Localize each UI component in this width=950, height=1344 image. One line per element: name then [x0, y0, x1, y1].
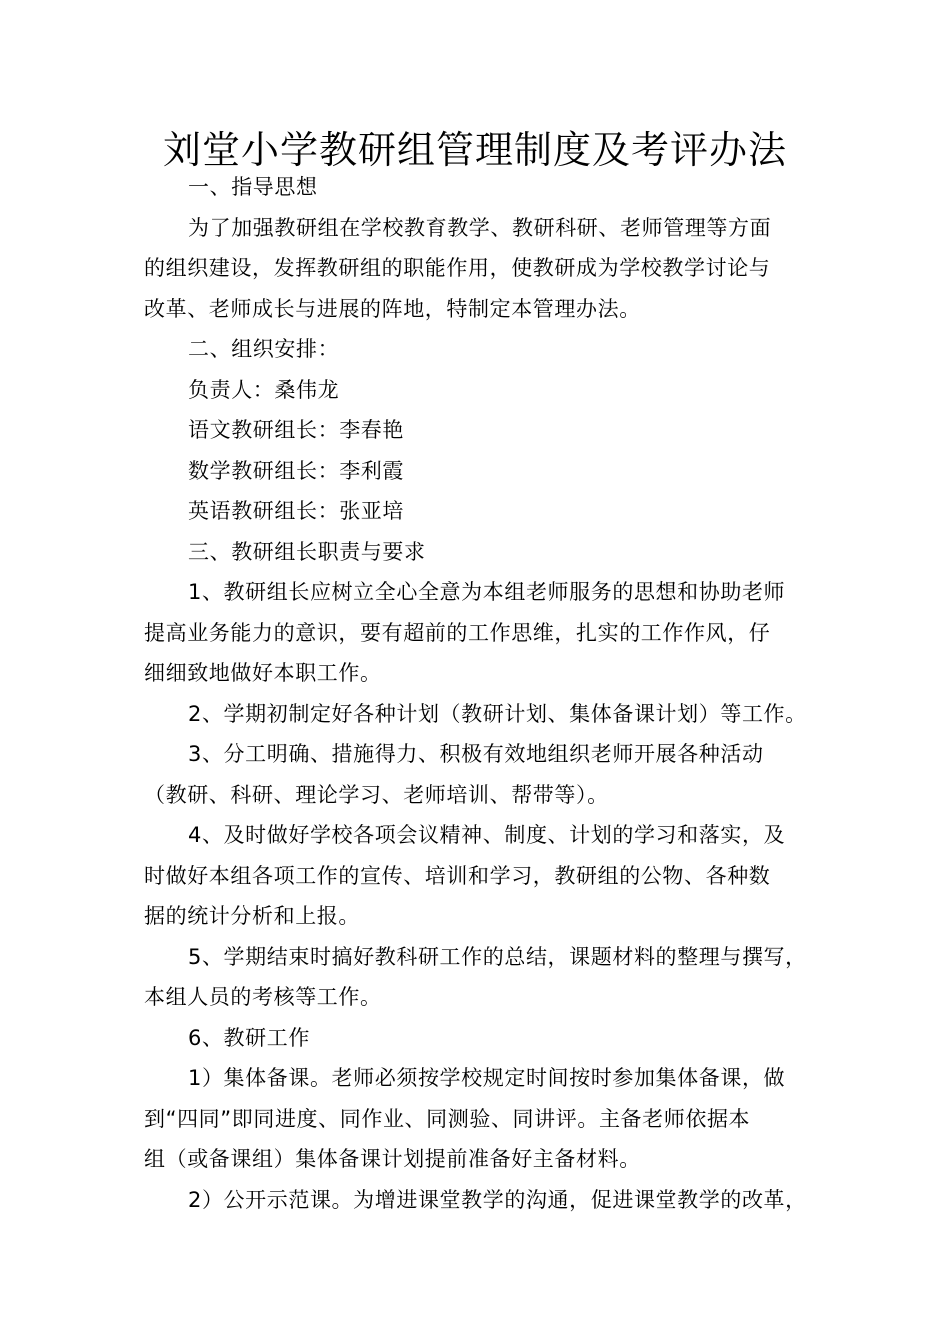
paragraph-line: 2）公开示范课。为增进课堂教学的沟通，促进课堂教学的改革，	[188, 1187, 807, 1212]
paragraph-line: 组（或备课组）集体备课计划提前准备好主备材料。	[144, 1147, 641, 1171]
staff-line-math-leader: 数学教研组长：李利霞	[188, 458, 404, 483]
paragraph-line: 的组织建设，发挥教研组的职能作用，使教研成为学校教学讨论与	[144, 256, 771, 280]
section-heading-duties: 三、教研组长职责与要求	[188, 539, 426, 564]
paragraph-line: （教研、科研、理论学习、老师培训、帮带等）。	[144, 782, 609, 807]
paragraph-line: 为了加强教研组在学校教育教学、教研科研、老师管理等方面	[188, 215, 772, 240]
paragraph-line: 2、学期初制定好各种计划（教研计划、集体备课计划）等工作。	[188, 701, 807, 726]
paragraph-line: 4、及时做好学校各项会议精神、制度、计划的学习和落实，及	[188, 823, 786, 847]
paragraph-line: 提高业务能力的意识，要有超前的工作思维，扎实的工作作风，仔	[144, 620, 771, 645]
paragraph-line: 时做好本组各项工作的宣传、培训和学习，教研组的公物、各种数	[144, 863, 771, 888]
paragraph-line: 到“四同”即同进度、同作业、同测验、同讲评。主备老师依据本	[144, 1106, 751, 1131]
paragraph-line: 改革、老师成长与进展的阵地，特制定本管理办法。	[144, 296, 641, 321]
document-title: 刘堂小学教研组管理制度及考评办法	[162, 128, 787, 172]
section-heading-organization: 二、组织安排：	[188, 337, 340, 361]
subsection-heading-teaching-research: 6、教研工作	[188, 1025, 310, 1050]
paragraph-line: 5、学期结束时搞好教科研工作的总结，课题材料的整理与撰写，	[188, 944, 807, 969]
section-heading-guiding-thought: 一、指导思想	[188, 175, 318, 199]
staff-line-english-leader: 英语教研组长：张亚培	[188, 499, 404, 523]
staff-line-chinese-leader: 语文教研组长：李春艳	[188, 418, 404, 442]
paragraph-line: 1）集体备课。老师必须按学校规定时间按时参加集体备课，做	[188, 1066, 786, 1090]
staff-line-responsible-person: 负责人：桑伟龙	[188, 377, 340, 402]
document-body	[144, 167, 820, 1220]
paragraph-line: 细细致地做好本职工作。	[144, 661, 382, 685]
paragraph-line: 本组人员的考核等工作。	[144, 985, 382, 1009]
paragraph-line: 1、教研组长应树立全心全意为本组老师服务的思想和协助老师	[188, 580, 786, 604]
paragraph-line: 据的统计分析和上报。	[144, 904, 360, 928]
paragraph-line: 3、分工明确、措施得力、积极有效地组织老师开展各种活动	[188, 742, 764, 766]
